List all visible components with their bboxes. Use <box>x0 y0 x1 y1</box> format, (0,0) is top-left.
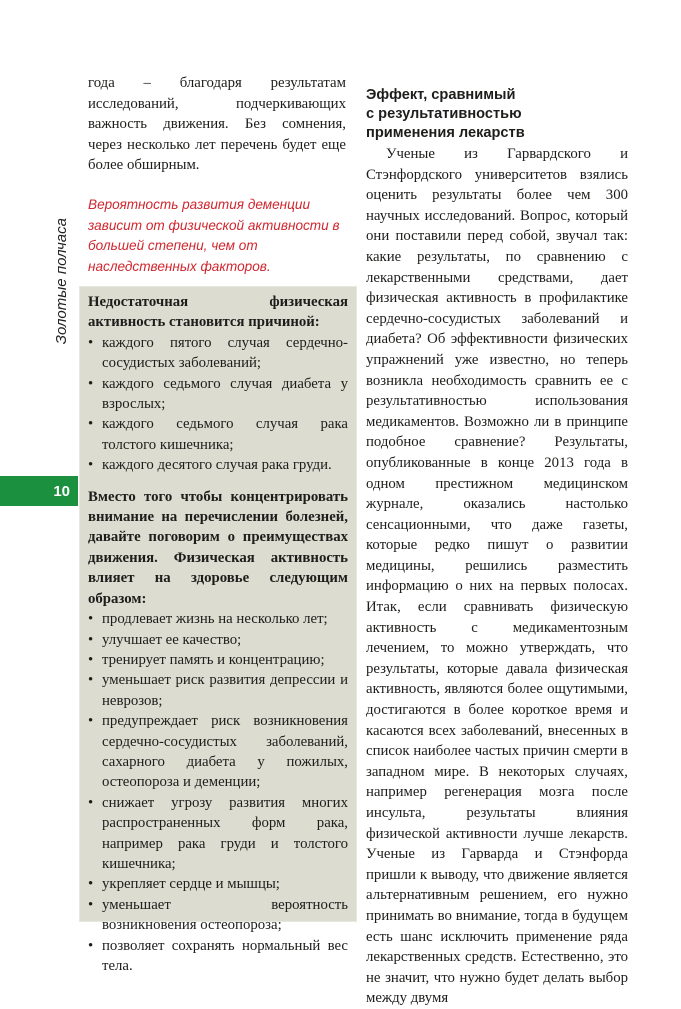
section-heading <box>366 86 628 143</box>
list-item: • уменьшает риск развития депрессии и неврозов; <box>88 670 348 711</box>
page-number-tab <box>0 476 78 506</box>
sidebar-title: Золотые полчаса <box>53 218 70 345</box>
list-item: • каждого седьмого случая рака толстого кишечника; <box>88 414 348 455</box>
list-item: • каждого седьмого случая диабета у взрослых; <box>88 374 348 415</box>
info-box <box>88 292 348 976</box>
box-section1-heading: Недостаточная физическая активность становится причиной: <box>88 294 348 331</box>
list-item: • укрепляет сердце и мышцы; <box>88 874 348 894</box>
list-item: • каждого десятого случая рака груди. <box>88 455 348 475</box>
list-item: • тренирует память и концентрацию; <box>88 650 348 670</box>
list-item: • уменьшает вероятность возникновения остеопороза; <box>88 895 348 936</box>
box-section1-list <box>88 333 348 476</box>
page-number: 10 <box>53 482 70 500</box>
left-column <box>88 73 346 277</box>
list-item: • предупреждает риск возникновения сердечно-сосудистых заболеваний, сахарного диабета у пожилых, остеопороза и деменции; <box>88 711 348 793</box>
section-heading-line: применения лекарств <box>366 125 525 141</box>
left-paragraph: года – благодаря результатам исследований, подчеркивающих важность движения. Без сомнения, через несколько лет перечень будет еще более обширным. <box>88 75 346 174</box>
pull-quote: Вероятность развития деменции зависит от физической активности в большей степени, чем от наследственных факторов. <box>88 196 340 274</box>
list-item: • продлевает жизнь на несколько лет; <box>88 609 348 629</box>
right-paragraph: Ученые из Гарвардского и Стэнфордского университетов взялись оценить результаты более чем 300 научных исследований. Вопрос, который они поставили перед собой, звучал так: какие результаты, по сравнению с лекарственными средствами, дает физическая активность в профилактике сердечно-сосудистых заболеваний и диабета? Об эффективности физических упражнений уже известно, но теперь возникла необходимость сравнить ее с результативностью использования медикаментов. Возможно ли в принципе подобное сравнение? Результаты, опубликованные в конце 2013 года в одном престижном медицинском журнале, оказались настолько сенсационными, что даже газеты, которые редко пишут о развитии медицины, решились разместить информацию о них на первых полосах. Итак, если сравнивать физическую активность с медикаментозным лечением, то можно утверждать, что результаты, которые давала физическая активность, являются более ощутимыми, достигаются в более короткое время и касаются всех заболеваний, внесенных в список наиболее частых причин смерти в западном мире. В некоторых случаях, например регенерация мозга после инсульта, результаты влияния физической активности лучше лекарств. Ученые из Гарварда и Стэнфорда пришли к выводу, что движение является альтернативным решением, его нужно принимать во внимание, тогда в будущем есть шанс исключить применение ряда лекарственных средств. Естественно, это не значит, что нужно будет делать выбор между двумя <box>366 146 628 1007</box>
section-heading-line: Эффект, сравнимый <box>366 87 516 103</box>
list-item: • позволяет сохранять нормальный вес тела. <box>88 936 348 977</box>
section-heading-line: с результативностью <box>366 106 522 122</box>
box-section2-heading: Вместо того чтобы концентрировать внимание на перечислении болезней, давайте поговорим о преимуществах движения. Физическая активность влияет на здоровье следующим образом: <box>88 488 348 607</box>
list-item: • улучшает ее качество; <box>88 630 348 650</box>
list-item: • снижает угрозу развития многих распространенных форм рака, например рака груди и толстого кишечника; <box>88 793 348 875</box>
box-section2-list <box>88 609 348 976</box>
list-item: • каждого пятого случая сердечно-сосудистых заболеваний; <box>88 333 348 374</box>
right-column <box>366 86 628 1009</box>
